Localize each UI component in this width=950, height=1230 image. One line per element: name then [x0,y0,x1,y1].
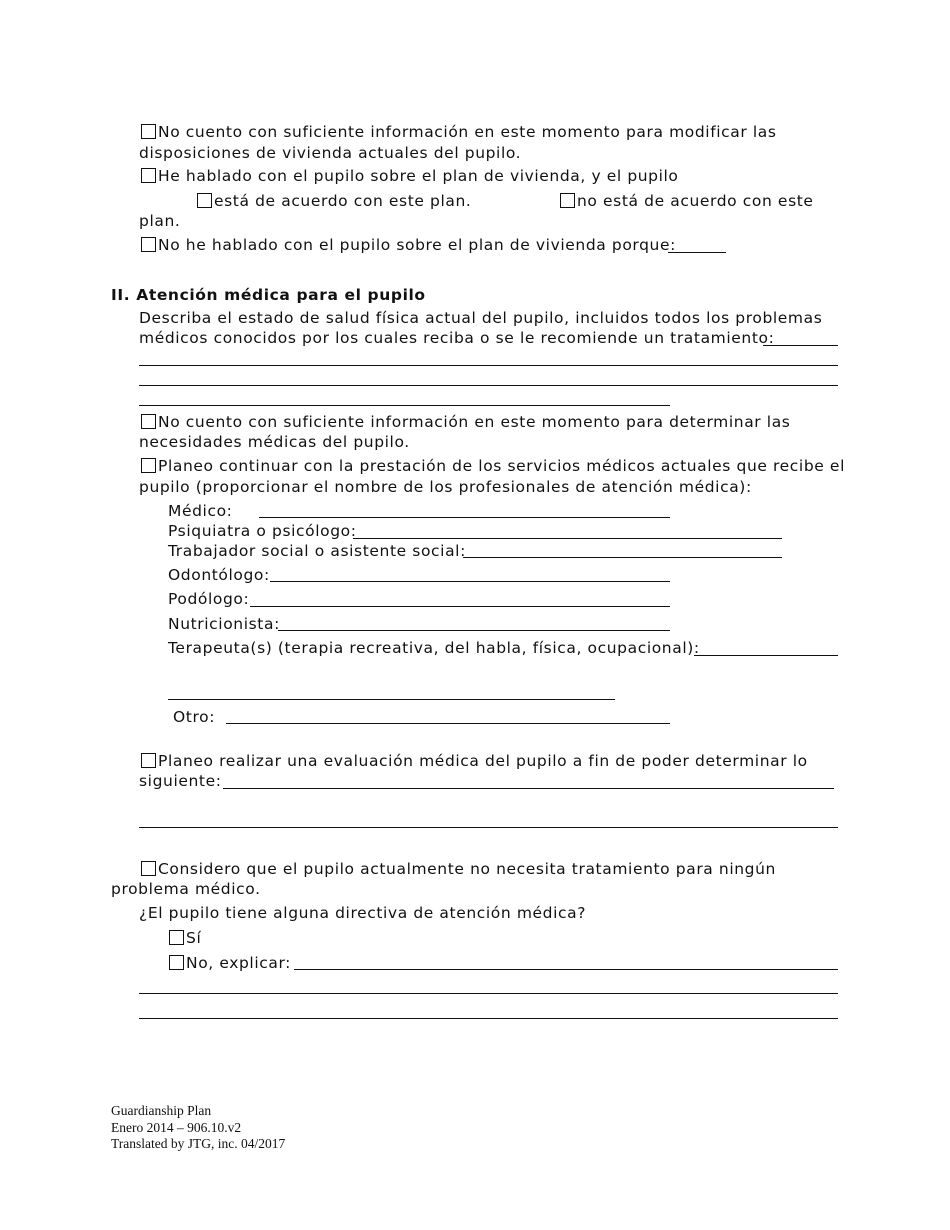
footer-translation: Translated by JTG, inc. 04/2017 [111,1136,286,1151]
section-heading: II. Atención médica para el pupilo [111,286,426,304]
provider-field-medico[interactable] [259,517,670,518]
directive-explain-line[interactable] [139,993,838,994]
provider-field-nutricionista[interactable] [278,630,670,631]
provider-label-nutricionista: Nutricionista: [168,615,280,633]
provider-label-podologo: Podólogo: [168,590,250,608]
housing-disagrees-option [560,191,814,211]
checkbox[interactable] [141,168,156,183]
medical-evaluation-option [141,751,808,771]
directive-yes-option [169,928,201,948]
housing-not-talked-option [141,235,676,255]
describe-answer-line[interactable] [139,365,838,366]
option-text: No he hablado con el pupilo sobre el plan de vivienda porque: [158,236,676,254]
evaluation-answer-line[interactable] [223,788,834,789]
provider-field-terapeuta-extra[interactable] [168,699,615,700]
option-text-continued: disposiciones de vivienda actuales del pupilo. [139,144,522,162]
checkbox[interactable] [141,237,156,252]
option-text: está de acuerdo con este plan. [214,192,472,210]
directive-no-option [169,953,291,973]
option-text-continued: plan. [139,212,181,230]
housing-no-info-option [141,122,777,142]
option-text: No cuento con suficiente información en este momento para determinar las [158,413,791,431]
provider-label-terapeuta: Terapeuta(s) (terapia recreativa, del habla, física, ocupacional): [168,639,700,657]
provider-field-terapeuta[interactable] [694,655,838,656]
option-text: no está de acuerdo con este [577,192,814,210]
checkbox[interactable] [197,193,212,208]
option-text-continued: siguiente: [139,772,222,790]
option-text-continued: pupilo (proporcionar el nombre de los profesionales de atención médica): [139,478,752,496]
describe-answer-line[interactable] [763,345,838,346]
footer-title: Guardianship Plan [111,1103,212,1118]
option-text-continued: necesidades médicas del pupilo. [139,433,410,451]
housing-talked-option [141,166,679,186]
medical-no-treatment-option [141,859,776,879]
checkbox[interactable] [169,955,184,970]
provider-label-psiquiatra: Psiquiatra o psicólogo: [168,522,357,540]
option-text: Planeo realizar una evaluación médica del pupilo a fin de poder determinar lo [158,752,808,770]
describe-prompt: Describa el estado de salud física actual del pupilo, incluidos todos los problemas [139,309,823,327]
medical-no-info-option [141,412,790,432]
provider-field-podologo[interactable] [250,606,670,607]
checkbox[interactable] [141,861,156,876]
directive-explain-line[interactable] [139,1018,838,1019]
checkbox[interactable] [141,414,156,429]
describe-answer-line[interactable] [139,405,670,406]
describe-prompt-continued: médicos conocidos por los cuales reciba o se le recomiende un tratamiento: [139,329,775,347]
checkbox[interactable] [141,458,156,473]
provider-label-trabajador: Trabajador social o asistente social: [168,542,466,560]
footer-version: Enero 2014 – 906.10.v2 [111,1119,242,1135]
option-text: No cuento con suficiente información en este momento para modificar las [158,123,777,141]
provider-label-odontologo: Odontólogo: [168,566,270,584]
checkbox[interactable] [141,753,156,768]
option-text: Sí [186,929,202,947]
housing-agrees-option [197,191,471,211]
directive-explain-line[interactable] [294,969,838,970]
option-text: He hablado con el pupilo sobre el plan de vivienda, y el pupilo [158,167,679,185]
not-talked-reason-line[interactable] [668,252,726,253]
option-text: No, explicar: [186,954,291,972]
provider-field-odontologo[interactable] [270,581,670,582]
option-text: Considero que el pupilo actualmente no necesita tratamiento para ningún [158,860,776,878]
provider-label-medico: Médico: [168,502,233,520]
checkbox[interactable] [560,193,575,208]
provider-field-trabajador[interactable] [463,557,782,558]
evaluation-answer-line[interactable] [139,827,838,828]
option-text-continued: problema médico. [111,880,261,898]
describe-answer-line[interactable] [139,385,838,386]
medical-continue-option [141,456,845,476]
provider-field-psiquiatra[interactable] [353,538,782,539]
checkbox[interactable] [141,124,156,139]
checkbox[interactable] [169,930,184,945]
provider-label-otro: Otro: [173,708,216,726]
directive-question: ¿El pupilo tiene alguna directiva de atención médica? [139,904,587,922]
option-text: Planeo continuar con la prestación de los servicios médicos actuales que recibe el [158,457,845,475]
page-footer [111,1103,285,1153]
provider-field-otro[interactable] [226,723,670,724]
